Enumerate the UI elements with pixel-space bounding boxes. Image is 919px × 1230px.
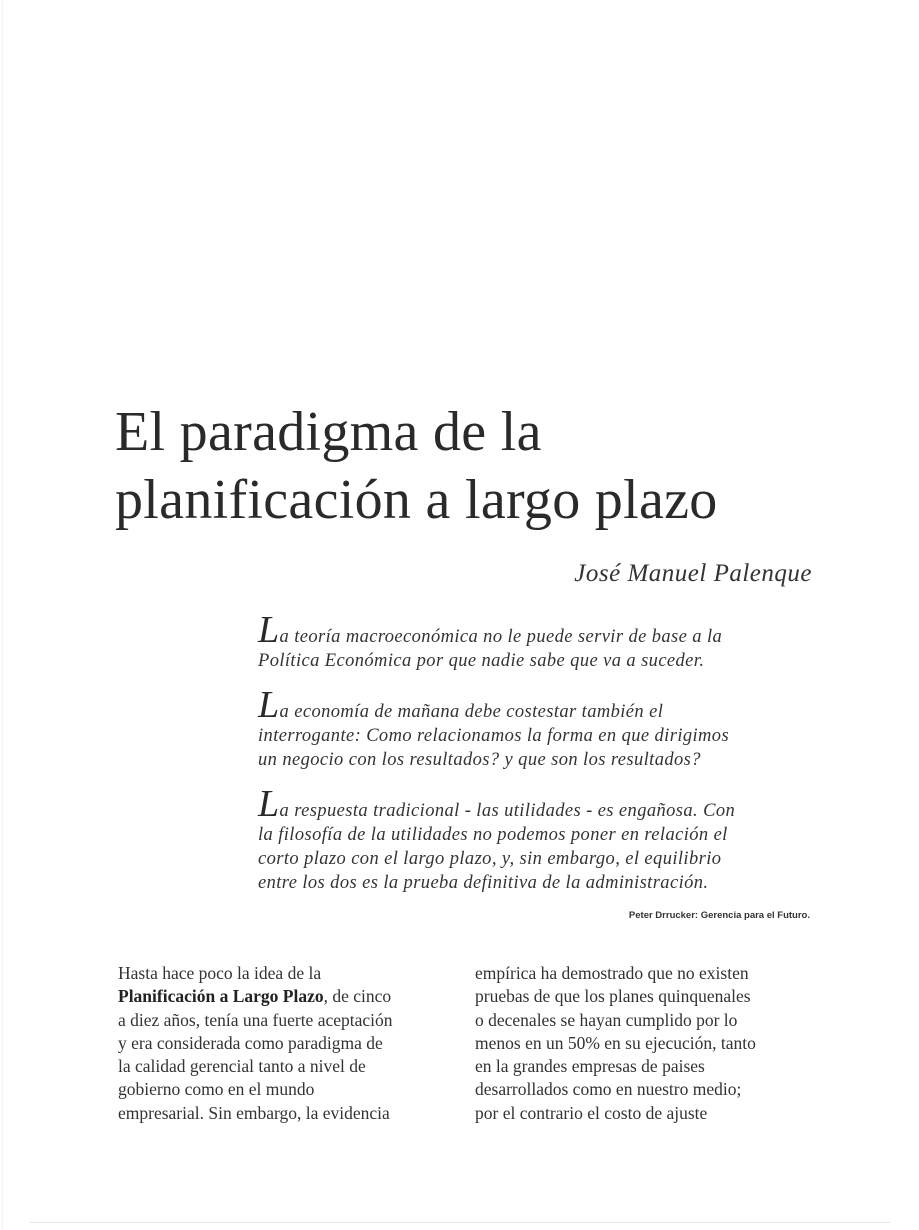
- body-line: empírica ha demostrado que no existen: [475, 963, 749, 983]
- quote-line: La economía de mañana debe costestar también el: [258, 684, 664, 726]
- body-line: menos en un 50% en su ejecución, tanto: [475, 1032, 756, 1053]
- page-edge: [2, 0, 3, 1230]
- page-bottom-rule: [30, 1222, 890, 1223]
- body-line: en la grandes empresas de paises: [475, 1056, 705, 1077]
- title-line-2: planificación a largo plazo: [115, 469, 718, 531]
- quote-line: La teoría macroeconómica no le puede servir de base a la: [258, 609, 723, 651]
- body-line: Planificación a Largo Plazo, de cinco: [118, 986, 392, 1007]
- body-line: a diez años, tenía una fuerte aceptación: [118, 1009, 393, 1030]
- quote-line: un negocio con los resultados? y que son los resultados?: [258, 750, 701, 770]
- epigraph-citation: Peter Drrucker: Gerencia para el Futuro.: [628, 910, 810, 921]
- body-column-left: [118, 962, 393, 1125]
- author-name: José Manuel Palenque: [574, 560, 812, 587]
- epigraph-quote-2: [258, 684, 818, 772]
- body-line: o decenales se hayan cumplido por lo: [475, 1009, 738, 1030]
- body-line: y era considerada como paradigma de: [118, 1032, 383, 1053]
- body-line: por el contrario el costo de ajuste: [475, 1102, 708, 1123]
- body-column-right: [475, 962, 756, 1125]
- drop-cap: L: [258, 609, 280, 651]
- title-line-1: El paradigma de la: [115, 401, 542, 463]
- quote-line: La respuesta tradicional - las utilidades - es engañosa. Con: [258, 783, 736, 825]
- emphasis-term: Planificación a Largo Plazo: [118, 986, 324, 1007]
- quote-line: interrogante: Como relacionamos la forma en que dirigimos: [258, 726, 730, 746]
- body-line: gobierno como en el mundo: [118, 1079, 315, 1100]
- article-title: [115, 398, 718, 534]
- epigraph: [258, 609, 818, 915]
- epigraph-quote-1: [258, 609, 818, 673]
- body-line: desarrollados como en nuestro medio;: [475, 1079, 742, 1100]
- body-line: Hasta hace poco la idea de la: [118, 963, 322, 983]
- quote-line: la filosofía de la utilidades no podemos poner en relación el: [258, 825, 728, 845]
- body-line: la calidad gerencial tanto a nivel de: [118, 1056, 366, 1077]
- quote-line: Política Económica por que nadie sabe que va a suceder.: [258, 651, 705, 671]
- body-line: empresarial. Sin embargo, la evidencia: [118, 1102, 390, 1123]
- body-line: pruebas de que los planes quinquenales: [475, 986, 751, 1007]
- drop-cap: L: [258, 684, 280, 726]
- quote-line: corto plazo con el largo plazo, y, sin embargo, el equilibrio: [258, 849, 722, 869]
- quote-line: entre los dos es la prueba definitiva de la administración.: [258, 873, 709, 893]
- epigraph-quote-3: [258, 783, 818, 895]
- drop-cap: L: [258, 783, 280, 825]
